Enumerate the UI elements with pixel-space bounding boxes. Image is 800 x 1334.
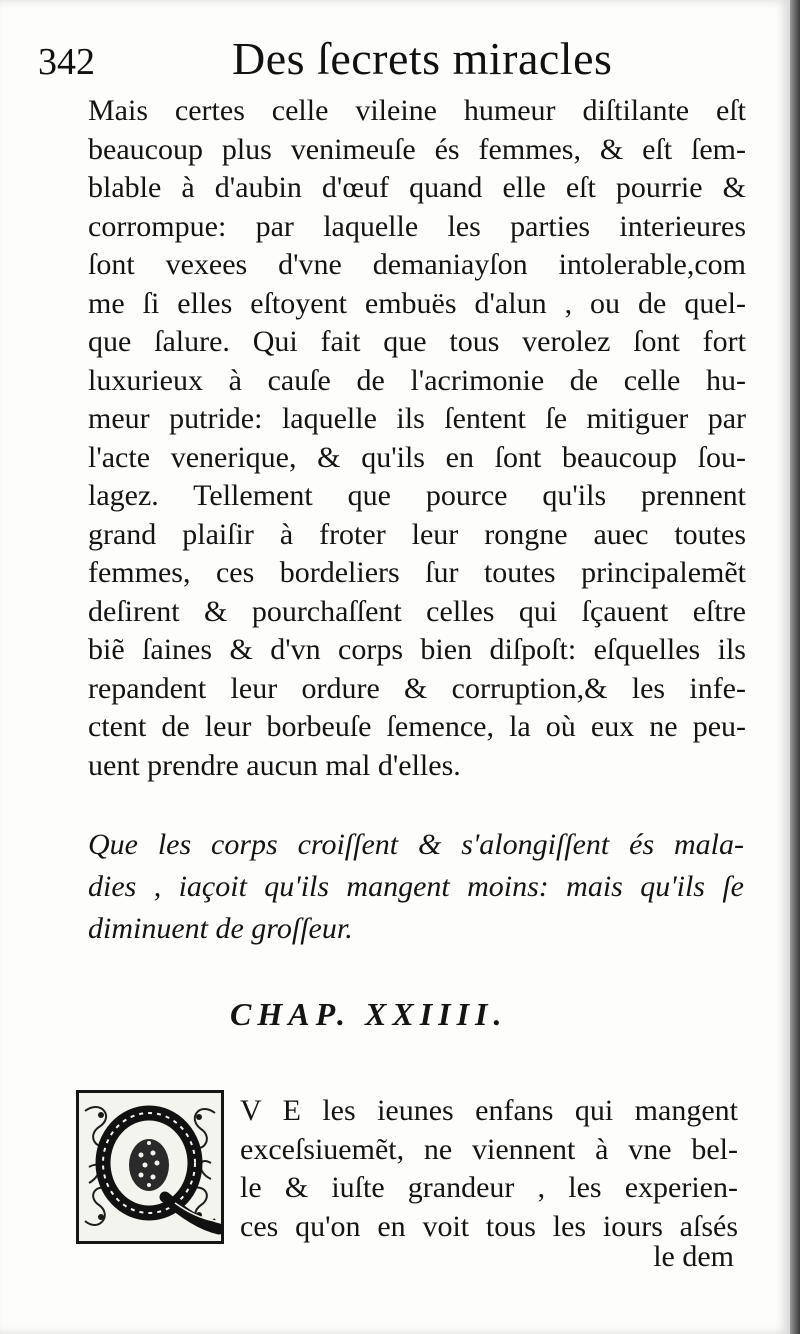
text-line: que ſalure. Qui fait que tous verolez ſont fort <box>88 325 746 358</box>
text-line: ctent de leur borbeuſe ſemence, la où eux ne peu- <box>88 710 746 743</box>
text-line: V E les ieunes enfans qui mangent <box>240 1094 738 1127</box>
text-line: luxurieux à cauſe de l'acrimonie de celle hu- <box>88 363 746 397</box>
text-line: biẽ ſaines & d'vn corps bien diſpoſt: eſquelles ils <box>88 633 746 666</box>
heading-line: Que les corps croiſſent & s'alongiſſent és mala- <box>88 828 744 861</box>
running-title: Des ſecrets miracles <box>232 33 613 84</box>
text-line: lagez. Tellement que pource qu'ils prennent <box>88 479 746 512</box>
body-text <box>88 92 746 785</box>
chapter-opening-text <box>240 1092 738 1246</box>
text-line: me ſi elles eſtoyent embuës d'alun , ou de quel- <box>88 286 746 320</box>
text-line: l'acte venerique, & qu'ils en ſont beaucoup ſou- <box>88 440 746 474</box>
text-line: exceſsiuemẽt, ne viennent à vne bel- <box>240 1132 738 1166</box>
heading-line: dies , iaçoit qu'ils mangent moins: mais qu'ils ſe <box>88 870 744 903</box>
page-number: 342 <box>38 41 95 83</box>
text-line: blable à d'aubin d'œuf quand elle eſt pourrie & <box>88 171 746 204</box>
text-line: beaucoup plus venimeuſe és femmes, & eſt ſem- <box>88 132 746 166</box>
text-line: deſirent & pourchaſſent celles qui ſçauent eſtre <box>88 594 746 628</box>
ornament-initial-q-icon <box>79 1093 221 1241</box>
text-line: ſont vexees d'vne demaniayſon intolerable,com <box>88 248 746 281</box>
text-line: Mais certes celle vileine humeur diſtilante eſt <box>88 94 746 127</box>
page-edge-shadow <box>790 0 800 1334</box>
section-heading <box>88 824 744 950</box>
text-line: meur putride: laquelle ils ſentent ſe mitiguer par <box>88 402 746 435</box>
decorated-initial <box>76 1090 224 1244</box>
text-line: uent prendre aucun mal d'elles. <box>88 748 461 782</box>
heading-line: diminuent de groſſeur. <box>88 912 353 945</box>
catchword: le dem <box>653 1240 734 1273</box>
chapter-label: CHAP. XXIIII. <box>230 996 508 1032</box>
running-head <box>0 22 790 92</box>
text-line: le & iuſte grandeur , les experien- <box>240 1171 738 1204</box>
text-line: corrompue: par laquelle les parties interieures <box>88 209 746 243</box>
text-line: femmes, ces bordeliers ſur toutes principalemẽt <box>88 556 746 589</box>
text-line: ces qu'on en voit tous les iours aſsés <box>240 1209 738 1243</box>
text-line: repandent leur ordure & corruption,& les infe- <box>88 671 746 705</box>
text-line: grand plaiſir à froter leur rongne auec toutes <box>88 517 746 551</box>
